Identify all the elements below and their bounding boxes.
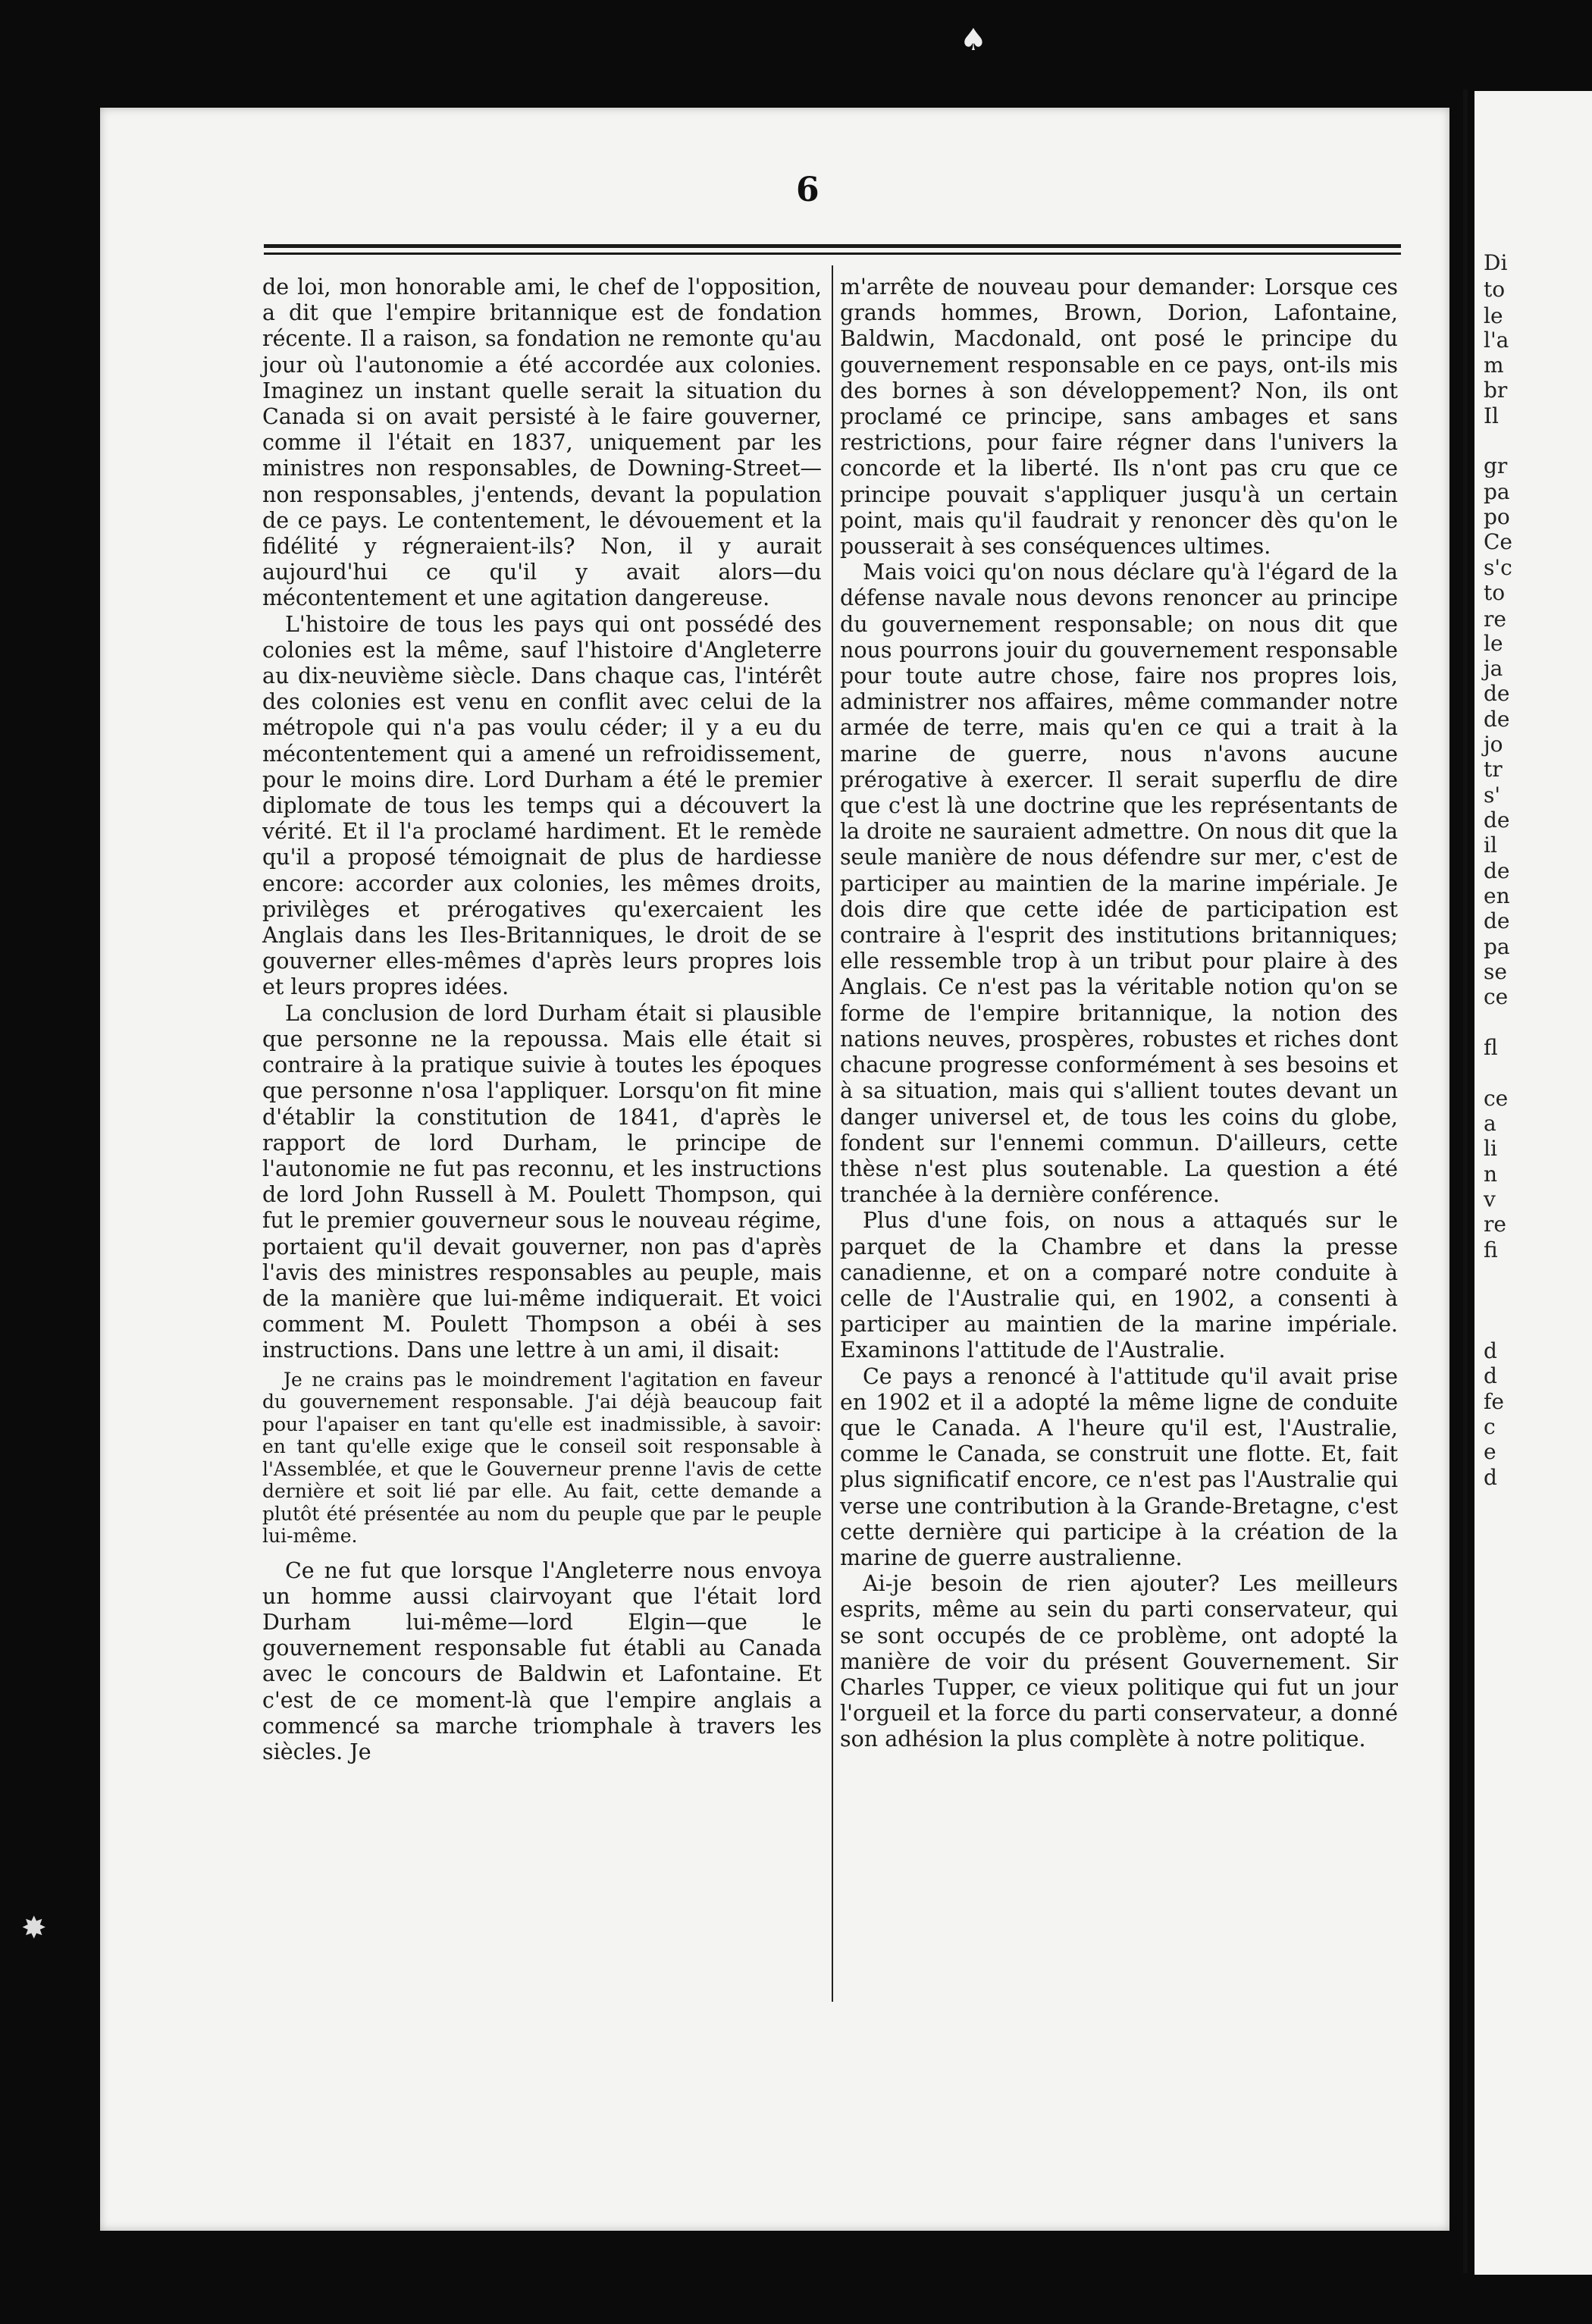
next-page-fragment: e <box>1484 1439 1496 1464</box>
paragraph: Ce pays a renoncé à l'attitude qu'il avait prise en 1902 et il a adopté la même ligne de conduite que le Canada. A l'heure qu'il est, l'Australie, comme le Canada, se construit une flotte. Et, fait plus significatif encore, ce n'est pas l'Australie qui verse une contribution à la Grande-Bretagne, c'est cette dernière qui participe à la création de la marine de guerre australienne. <box>840 1363 1398 1570</box>
next-page-fragment: fi <box>1484 1237 1498 1262</box>
page-number: 6 <box>796 171 820 209</box>
next-page-edge <box>1463 89 1468 2273</box>
film-mark-top: ♠ <box>960 23 987 58</box>
next-page-fragment: de <box>1484 707 1510 732</box>
next-page-fragment: tr <box>1484 757 1503 782</box>
next-page-fragment: li <box>1484 1136 1497 1161</box>
film-mark-left: ✸ <box>21 1911 47 1946</box>
next-page-fragment: to <box>1484 277 1506 302</box>
paragraph: L'histoire de tous les pays qui ont possédé des colonies est la même, sauf l'histoire d'Angleterre au dix-neuvième siècle. Dans chaque cas, l'intérêt des colonies est venu en conflit avec celui de la métropole qui n'a pas voulu céder; il y a eu du mécontentement qui a amené un refroidissement, pour le moins dire. Lord Durham a été le premier diplomate de tous les temps qui a découvert la vérité. Et il l'a proclamé hardiment. Et le remède qu'il a proposé témoignait de plus de hardiesse encore: accorder aux colonies, les mêmes droits, privilèges et prérogatives qu'exercaient les Anglais dans les Iles-Britanniques, le droit de se gouverner elles-mêmes d'après leurs propres lois et leurs propres idées. <box>262 611 822 1000</box>
next-page-fragment: v <box>1484 1187 1496 1212</box>
next-page-fragment: jo <box>1484 732 1503 757</box>
next-page-fragment: m <box>1484 353 1504 378</box>
header-rule <box>264 244 1401 248</box>
next-page-fragment: po <box>1484 504 1510 529</box>
paragraph: Plus d'une fois, on nous a attaqués sur le parquet de la Chambre et dans la presse canadienne, et on a comparé notre conduite à celle de l'Australie qui, en 1902, a consenti à participer au maintien de la marine impériale. Examinons l'attitude de l'Australie. <box>840 1208 1398 1363</box>
next-page-fragment: l'a <box>1484 328 1509 353</box>
next-page-fragment: d <box>1484 1338 1497 1363</box>
next-page-fragment: fe <box>1484 1389 1504 1414</box>
next-page-fragment: c <box>1484 1414 1496 1439</box>
next-page-fragment: le <box>1484 303 1503 328</box>
next-page-fragment: fl <box>1484 1035 1498 1060</box>
next-page-fragment: gr <box>1484 453 1508 478</box>
next-page-fragment: de <box>1484 908 1510 933</box>
paragraph: m'arrête de nouveau pour demander: Lorsque ces grands hommes, Brown, Dorion, Lafontaine, Baldwin, Macdonald, ont posé le principe du gouvernement responsable en ce pays, ont-ils mis des bornes à son développement? Non, ils ont proclamé ce principe, sans ambages et sans restrictions, pour faire régner dans l'univers la concorde et la liberté. Ils n'ont pas cru que ce principe pouvait s'appliquer jusqu'à un certain point, mais qu'il faudrait y renoncer dès qu'on le pousserait à ses conséquences ultimes. <box>840 274 1398 560</box>
right-column <box>840 274 1398 1753</box>
next-page-fragment: il <box>1484 833 1497 858</box>
next-page-fragment: n <box>1484 1162 1498 1187</box>
next-page-fragment: de <box>1484 681 1510 706</box>
next-page-fragment: d <box>1484 1465 1497 1490</box>
next-page-fragment: re <box>1484 1212 1506 1237</box>
next-page-strip <box>1474 91 1592 2275</box>
block-quote: Je ne crains pas le moindrement l'agitation en faveur du gouvernement responsable. J'ai déjà beaucoup fait pour l'apaiser en tant qu'elle est inadmissible, à savoir: en tant qu'elle exige que le conseil soit responsable à l'Assemblée, et que le Gouverneur prenne l'avis de cette dernière et soit lié par elle. Au fait, cette demande a plutôt été présentée au nom du peuple que par le peuple lui-même. <box>262 1368 822 1548</box>
next-page-fragment: en <box>1484 883 1510 908</box>
column-separator <box>832 265 833 2002</box>
paragraph: Mais voici qu'on nous déclare qu'à l'égard de la défense navale nous devons renoncer au principe du gouvernement responsable; on nous dit que nous pourrons jouir du gouvernement responsable pour toute autre chose, faire nos propres lois, administrer nos affaires, même commander notre armée de terre, mais qu'en ce qui a trait à la marine de guerre, nous n'avons aucune prérogative à exercer. Il serait superflu de dire que c'est là une doctrine que les représentants de la droite ne sauraient admettre. On nous dit que la seule manière de nous défendre sur mer, c'est de participer au maintien de la marine impériale. Je dois dire que cette idée de participation est contraire à l'esprit des institutions britanniques; elle ressemble trop à un tribut pour plaire à des Anglais. Ce n'est pas la véritable notion qu'on se forme de l'empire britannique, la notion des nations neuves, prospères, robustes et riches dont chacune progresse conformément à ses besoins et à sa situation, mais qui s'allient toutes devant un danger universel et, de tous les coins du globe, fondent sur l'ennemi commun. D'ailleurs, cette thèse n'est plus soutenable. La question a été tranchée à la dernière conférence. <box>840 560 1398 1208</box>
next-page-fragment: Il <box>1484 403 1500 428</box>
next-page-fragment: pa <box>1484 934 1510 959</box>
next-page-fragment: d <box>1484 1363 1497 1388</box>
next-page-fragment: br <box>1484 378 1508 403</box>
next-page-fragment: Ce <box>1484 529 1512 554</box>
paragraph: Ai-je besoin de rien ajouter? Les meilleurs esprits, même au sein du parti conservateur, qui se sont occupés de ce problème, ont adopté la manière de voir du présent Gouvernement. Sir Charles Tupper, ce vieux politique qui fut un jour l'orgueil et la force du parti conservateur, a donné son adhésion la plus complète à notre politique. <box>840 1571 1398 1752</box>
next-page-fragment: ce <box>1484 984 1509 1009</box>
next-page-fragment: to <box>1484 580 1506 605</box>
next-page-fragment: de <box>1484 808 1510 833</box>
left-column <box>262 274 822 1765</box>
paragraph: de loi, mon honorable ami, le chef de l'opposition, a dit que l'empire britannique est de fondation récente. Il a raison, sa fondation ne remonte qu'au jour où l'autonomie a été accordée aux colonies. Imaginez un instant quelle serait la situation du Canada si on avait persisté à le faire gouverner, comme il l'était en 1837, uniquement par les ministres non responsables, de Downing-Street—non responsables, j'entends, devant la population de ce pays. Le contentement, le dévouement et la fidélité y régneraient-ils? Non, il y aurait aujourd'hui ce qu'il y avait alors—du mécontentement et une agitation dangereuse. <box>262 274 822 611</box>
paragraph: Ce ne fut que lorsque l'Angleterre nous envoya un homme aussi clairvoyant que l'était lord Durham lui-même—lord Elgin—que le gouvernement responsable fut établi au Canada avec le concours de Baldwin et Lafontaine. Et c'est de ce moment-là que l'empire anglais a commencé sa marche triomphale à travers les siècles. Je <box>262 1557 822 1764</box>
next-page-fragment: se <box>1484 959 1507 984</box>
next-page-fragment: ce <box>1484 1086 1509 1111</box>
next-page-fragment: s' <box>1484 783 1501 808</box>
header-rule-thin <box>264 252 1401 255</box>
next-page-fragment: re <box>1484 607 1506 632</box>
next-page-fragment: pa <box>1484 479 1510 504</box>
next-page-fragment: le <box>1484 631 1503 656</box>
next-page-fragment: ja <box>1484 656 1503 681</box>
next-page-fragment: s'c <box>1484 555 1512 580</box>
next-page-fragment: de <box>1484 858 1510 883</box>
paragraph: La conclusion de lord Durham était si plausible que personne ne la repoussa. Mais elle était si contraire à la pratique suivie à toutes les époques que personne n'osa l'appliquer. Lorsqu'on fit mine d'établir la constitution de 1841, d'après le rapport de lord Durham, le principe de l'autonomie ne fut pas reconnu, et les instructions de lord John Russell à M. Poulett Thompson, qui fut le premier gouverneur sous le nouveau régime, portaient qu'il devait gouverner, non pas d'après l'avis des ministres responsables au peuple, mais de la manière que lui-même indiquerait. Et voici comment M. Poulett Thompson a obéi à ses instructions. Dans une lettre à un ami, il disait: <box>262 1000 822 1363</box>
next-page-fragment: a <box>1484 1111 1496 1136</box>
next-page-fragment: Di <box>1484 250 1508 275</box>
